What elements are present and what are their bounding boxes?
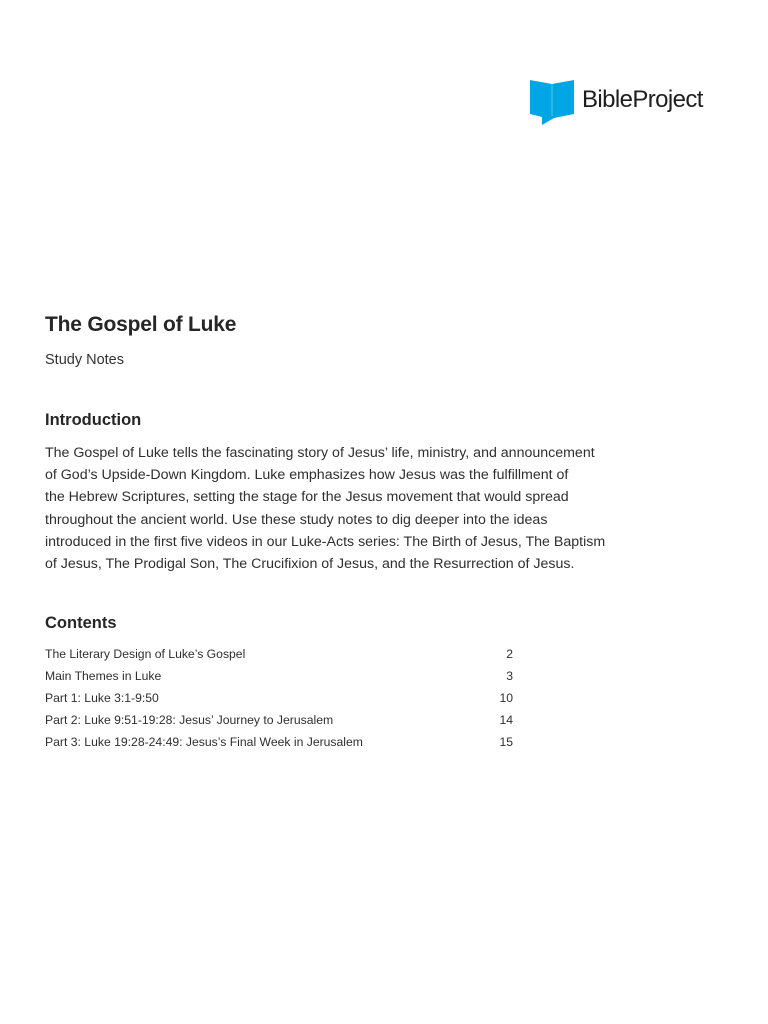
introduction-line: introduced in the first five videos in our Luke-Acts series: The Birth of Jesus, The Baptism — [45, 533, 606, 550]
introduction-line: of Jesus, The Prodigal Son, The Crucifixion of Jesus, and the Resurrection of Jesus. — [45, 556, 575, 573]
toc-entry-title: The Literary Design of Luke’s Gospel — [45, 647, 246, 661]
toc-entry-page: 2 — [506, 647, 513, 661]
introduction-line: the Hebrew Scriptures, setting the stage for the Jesus movement that would spread — [45, 489, 569, 506]
toc-entry — [45, 644, 513, 666]
toc-entry-title: Part 1: Luke 3:1-9:50 — [45, 691, 159, 705]
toc-entry-title: Part 3: Luke 19:28-24:49: Jesus’s Final Week in Jerusalem — [45, 735, 363, 749]
introduction-heading: Introduction — [45, 411, 142, 429]
introduction-line: throughout the ancient world. Use these study notes to dig deeper into the ideas — [45, 511, 548, 528]
toc-entry — [45, 688, 513, 710]
document-title: The Gospel of Luke — [45, 313, 237, 336]
toc-entry — [45, 710, 513, 732]
toc-entry-page: 3 — [506, 669, 513, 683]
toc-entry — [45, 666, 513, 688]
toc-entry — [45, 732, 513, 754]
brand-logo — [530, 80, 703, 126]
contents-heading: Contents — [45, 614, 117, 632]
introduction-line: of God’s Upside-Down Kingdom. Luke emphasizes how Jesus was the fulfillment of — [45, 467, 569, 484]
toc-entry-page: 15 — [499, 735, 513, 749]
brand-name: BibleProject — [582, 86, 703, 113]
toc-entry-title: Main Themes in Luke — [45, 669, 162, 683]
toc-entry-title: Part 2: Luke 9:51-19:28: Jesus’ Journey to Jerusalem — [45, 713, 334, 727]
toc-entry-page: 14 — [499, 713, 513, 727]
toc-entry-page: 10 — [499, 691, 513, 705]
introduction-paragraph — [45, 442, 685, 575]
open-book-flag-icon — [530, 80, 574, 126]
table-of-contents — [45, 644, 513, 754]
document-subtitle: Study Notes — [45, 352, 124, 368]
introduction-line: The Gospel of Luke tells the fascinating story of Jesus’ life, ministry, and announcement — [45, 445, 595, 461]
